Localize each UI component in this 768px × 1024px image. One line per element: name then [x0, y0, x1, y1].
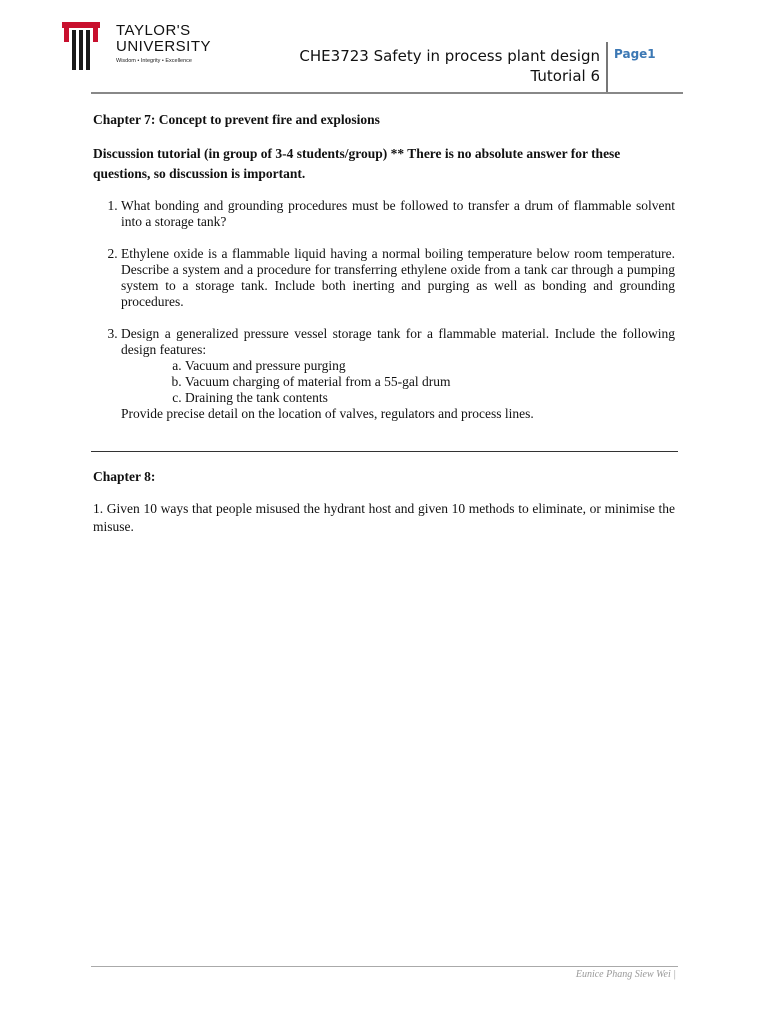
question-item: 1. What bonding and grounding procedures must be followed to transfer a drum of flammable solvent into a storage tank? — [121, 198, 675, 230]
chapter8-title: Chapter 8: — [93, 469, 156, 484]
logo-name-line2: UNIVERSITY — [116, 38, 212, 55]
question-item: 2. Ethylene oxide is a flammable liquid having a normal boiling temperature below room temperature. Describe a system and a procedure for transferring ethylene oxide from a tank car through a pumping system to a storage tank. Include both inerting and purging as well as bonding and grounding procedures. — [121, 246, 675, 310]
page-number: Page1 — [614, 47, 656, 61]
design-features-list — [121, 358, 675, 406]
logo-motto: Wisdom • Integrity • Excellence — [116, 58, 192, 64]
section-divider — [91, 451, 678, 452]
discussion-note: Discussion tutorial (in group of 3-4 students/group) ** There is no absolute answer for these questions, so discussion is important. — [93, 146, 621, 181]
chapter7-section — [93, 112, 675, 438]
header-rule — [91, 92, 683, 94]
university-logo — [62, 22, 222, 70]
design-feature-item: c. Draining the tank contents — [185, 390, 675, 406]
chapter8-question: 1. Given 10 ways that people misused the hydrant host and given 10 methods to eliminate, or minimise the misuse. — [93, 501, 675, 534]
document-title — [299, 46, 600, 86]
footer-rule — [91, 966, 678, 967]
pillars-logo-icon — [62, 22, 100, 70]
design-feature-item: a. Vacuum and pressure purging — [185, 358, 675, 374]
tutorial-title: Tutorial 6 — [530, 67, 600, 85]
question3-closing: Provide precise detail on the location of valves, regulators and process lines. — [121, 406, 534, 421]
design-feature-item: b. Vacuum charging of material from a 55-gal drum — [185, 374, 675, 390]
question-item: 3. Design a generalized pressure vessel storage tank for a flammable material. Include the following design features: a. Vacuum and pressure purging b. Vacuum charging of material from a 55-gal drum c. Draining the tank contents Provide precise detail on the location of valves, regulators and process lines. — [121, 326, 675, 422]
question-list — [93, 198, 675, 422]
header-divider — [606, 42, 608, 92]
footer-author: Eunice Phang Siew Wei | — [575, 969, 676, 980]
course-title: CHE3723 Safety in process plant design — [299, 47, 600, 65]
chapter8-section — [93, 468, 675, 536]
chapter7-title: Chapter 7: Concept to prevent fire and explosions — [93, 112, 380, 127]
logo-name-line1: TAYLOR'S — [116, 22, 191, 39]
